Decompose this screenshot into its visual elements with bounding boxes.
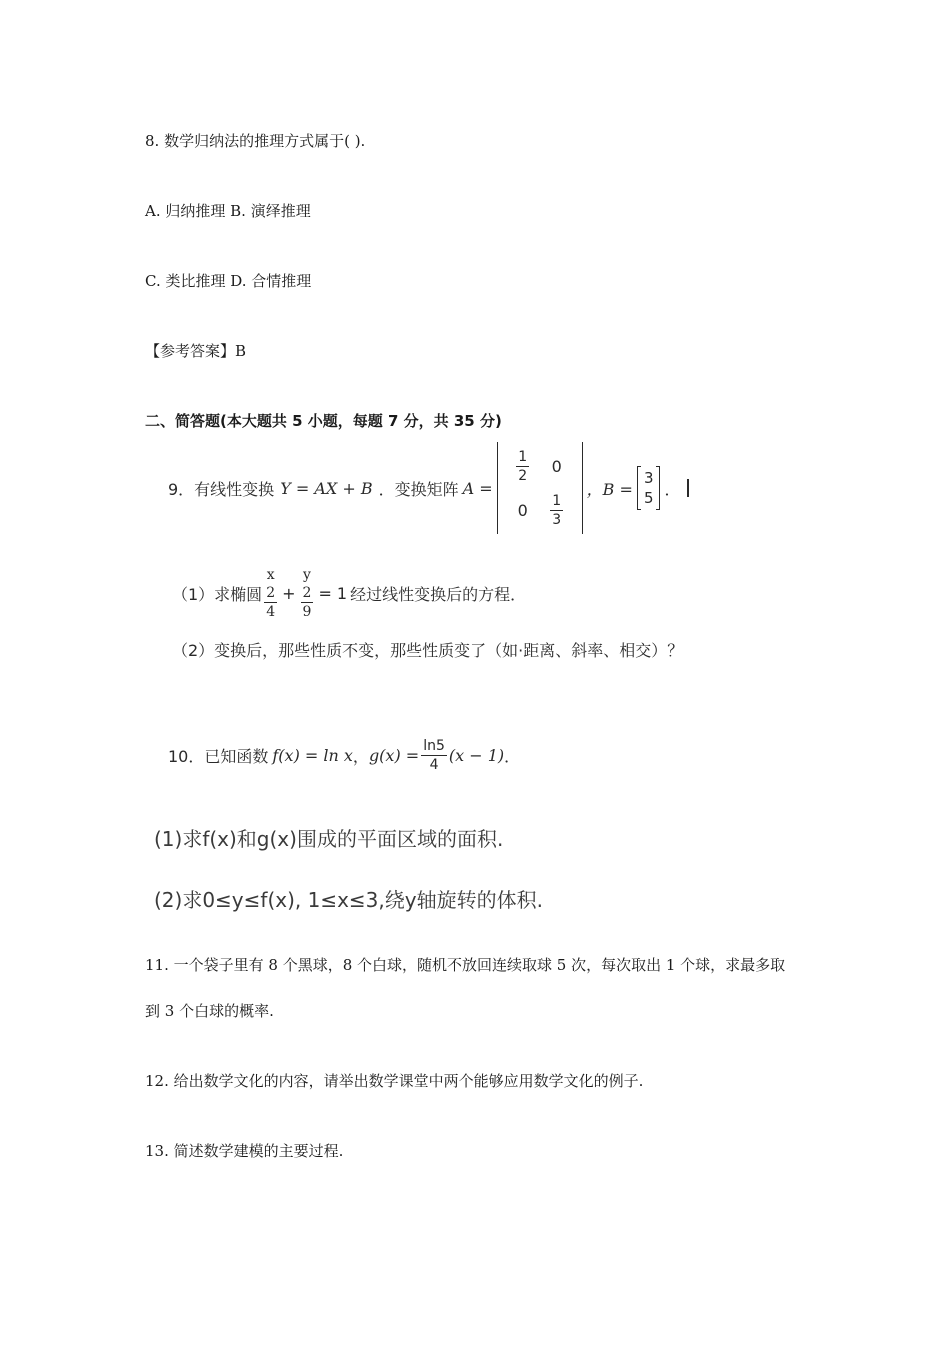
q9-suffix: ． xyxy=(664,479,681,499)
q10-g: g(x) = xyxy=(368,745,420,765)
q8-stem: 8. 数学归纳法的推理方式属于( ). xyxy=(145,132,366,150)
b1: 3 xyxy=(643,469,654,487)
q10-part1: (1)求f(x)和g(x)围成的平面区域的面积. xyxy=(154,827,504,851)
a12: 0 xyxy=(551,456,562,476)
q10-comma: ， xyxy=(352,746,369,766)
a22-num: 1 xyxy=(552,492,562,509)
equals-one: = 1 xyxy=(318,583,348,603)
q10-prefix: 10．已知函数 xyxy=(168,746,269,766)
q9-b-label: ，B = xyxy=(586,479,633,499)
q10-g-tail: (x − 1) xyxy=(448,745,505,765)
q10-g-frac: $\frac{\ln 5}{4}$ xyxy=(423,737,445,773)
a11-num: 1 xyxy=(518,448,528,465)
a22-den: 3 xyxy=(552,511,562,528)
q9-part1-prefix: （1）求椭圆 xyxy=(172,584,263,604)
q9-part1-suffix: 经过线性变换后的方程． xyxy=(350,584,527,604)
y-frac: y 2 9 xyxy=(302,566,312,620)
q9-a-label: A = xyxy=(462,478,493,498)
q10-f: f(x) = ln x xyxy=(272,745,353,765)
a11-den: 2 xyxy=(518,467,528,484)
q9-equation: Y = AX + B xyxy=(280,478,373,498)
a21: 0 xyxy=(517,500,528,520)
q10-part2: (2)求0≤y≤f(x), 1≤x≤3,绕y轴旋转的体积. xyxy=(154,888,543,912)
q9-mid: ．变换矩阵 xyxy=(378,479,459,499)
q8-options-cd: C. 类比推理 D. 合情推理 xyxy=(145,272,312,290)
q10-end: ． xyxy=(504,746,521,766)
matrix-b xyxy=(637,466,661,510)
q9-prefix: 9．有线性变换 xyxy=(168,479,275,499)
matrix-a xyxy=(497,442,583,534)
q13-text: 13. 简述数学建模的主要过程. xyxy=(145,1142,344,1160)
text-cursor xyxy=(687,479,689,497)
q12-text: 12. 给出数学文化的内容，请举出数学课堂中两个能够应用数学文化的例子. xyxy=(145,1072,644,1090)
q11-line1: 11. 一个袋子里有 8 个黑球，8 个白球，随机不放回连续取球 5 次，每次取出 1 个球，求最多取 xyxy=(145,956,786,974)
q10-line xyxy=(168,732,520,778)
q8-answer: 【参考答案】B xyxy=(145,342,247,360)
section-heading: 二、简答题(本大题共 5 小题，每题 7 分，共 35 分) xyxy=(145,412,502,430)
x-frac: x 2 4 xyxy=(266,566,276,620)
q9-part1 xyxy=(172,568,526,618)
b2: 5 xyxy=(643,489,654,507)
q8-options-ab: A. 归纳推理 B. 演绎推理 xyxy=(145,202,311,220)
q9-part2: （2）变换后，那些性质不变，那些性质变了（如·距离、斜率、相交）？ xyxy=(172,641,684,660)
plus-sign: + xyxy=(282,583,296,603)
q11-line2: 到 3 个白球的概率. xyxy=(145,1002,274,1020)
q9-line xyxy=(168,440,689,536)
